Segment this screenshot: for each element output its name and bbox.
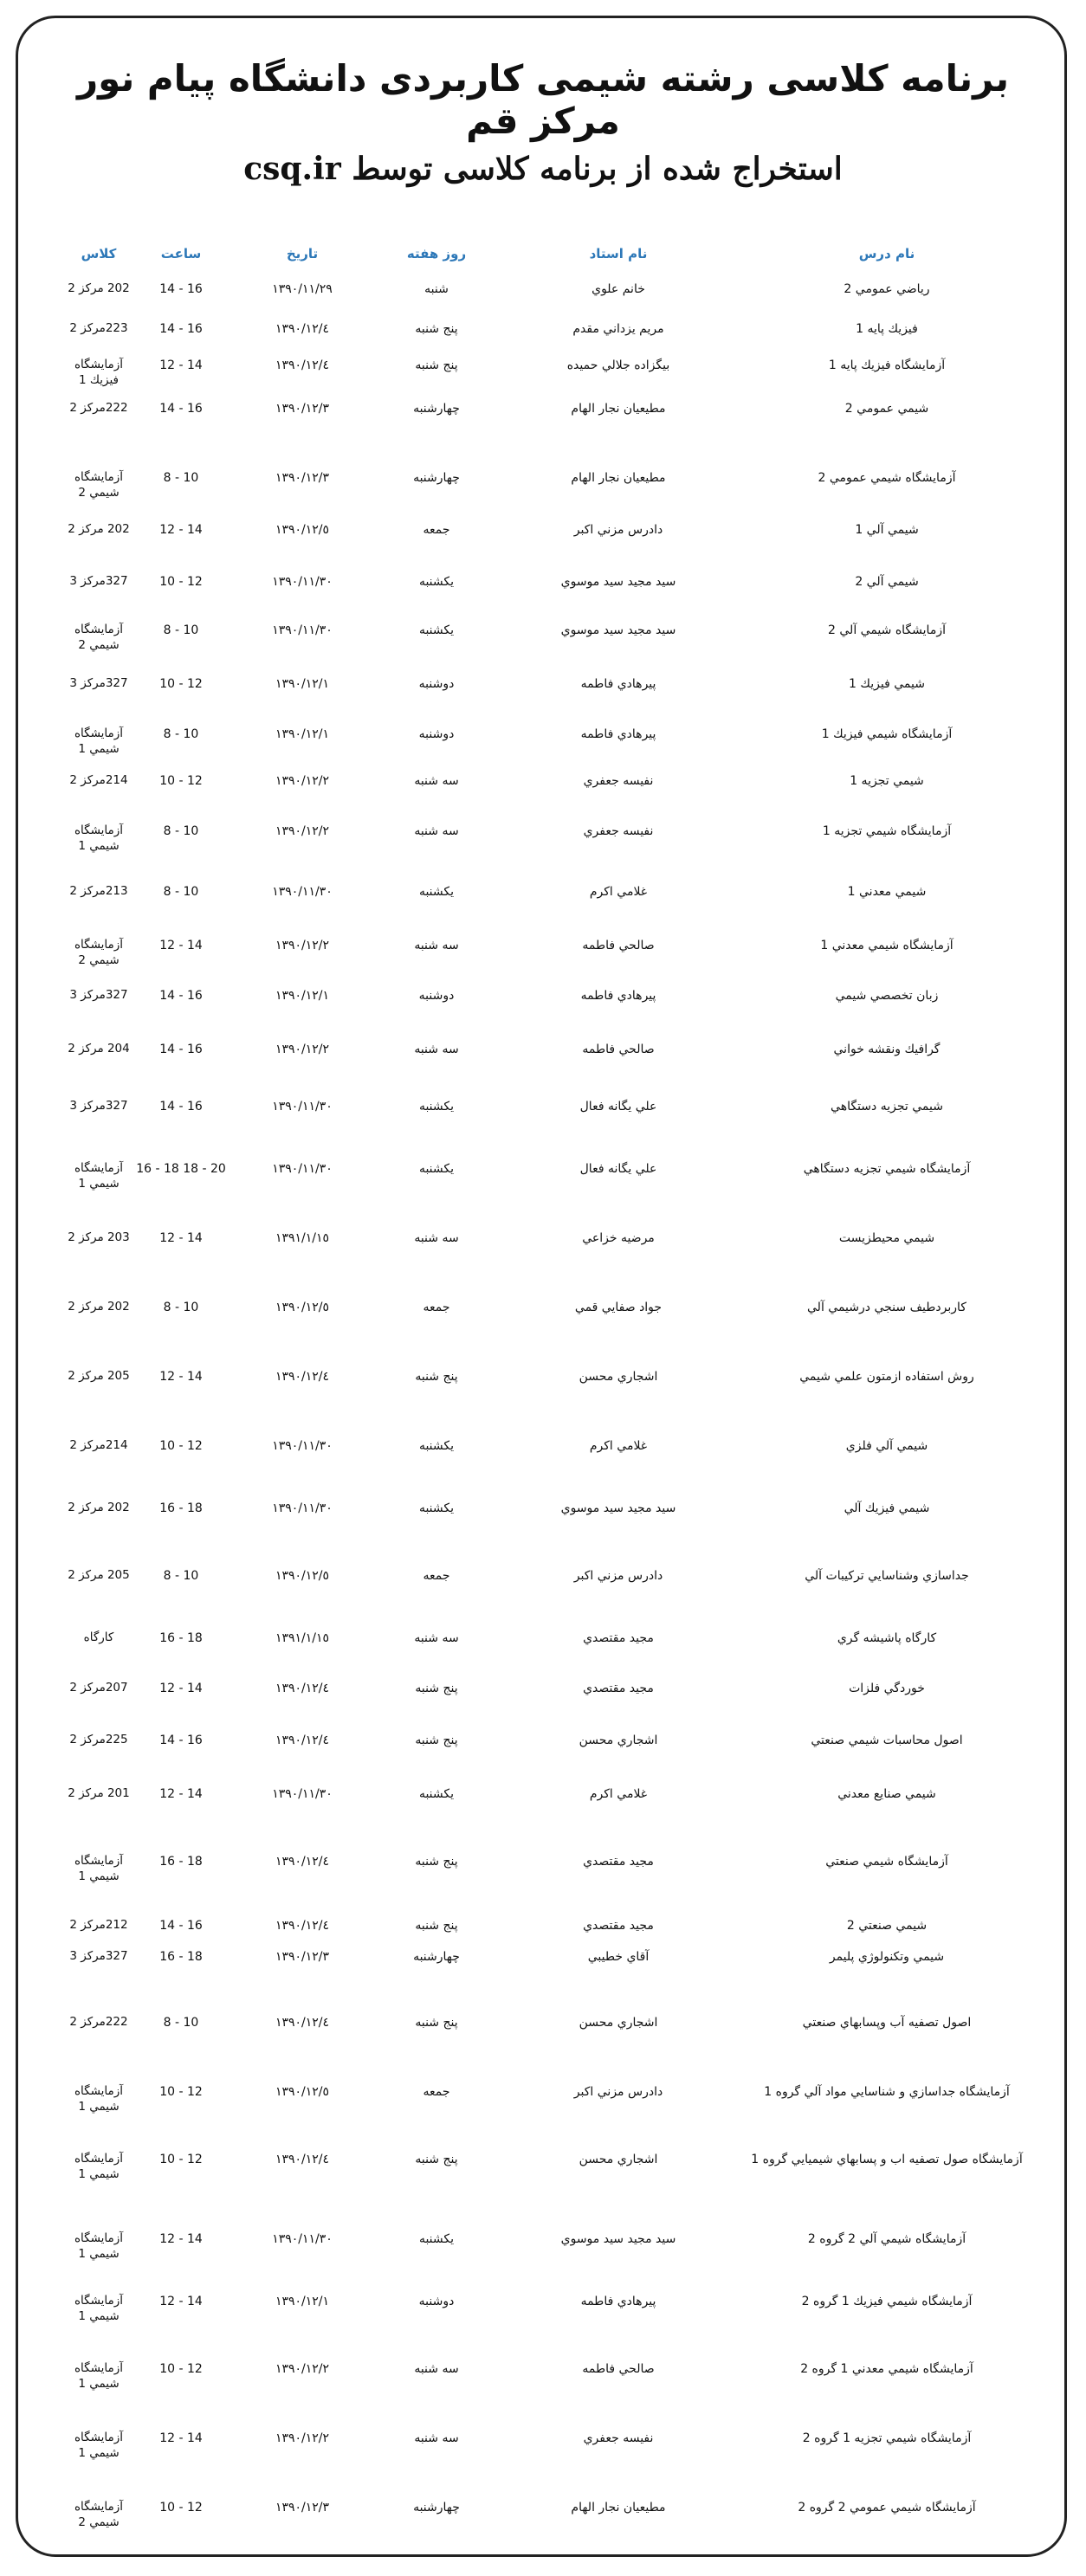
cell-time: 14 - 16 xyxy=(159,989,203,1003)
cell-date: ١٣٩٠/١٢/٥ xyxy=(275,523,330,537)
cell-time: 8 - 10 xyxy=(163,1569,199,1583)
cell-teacher: اشجاري محسن xyxy=(579,1370,658,1384)
cell-time: 12 - 14 xyxy=(159,2295,203,2308)
cell-date: ١٣٩٠/١٢/٢ xyxy=(275,2431,330,2445)
cell-day: چهارشنبه xyxy=(413,402,460,416)
cell-teacher: اشجاري محسن xyxy=(579,1733,658,1747)
cell-teacher: نفيسه جعفري xyxy=(583,2431,654,2445)
cell-date: ١٣٩٠/١٢/٤ xyxy=(275,1855,330,1869)
cell-date: ١٣٩٠/١١/٣٠ xyxy=(272,1100,333,1114)
cell-day: پنج شنبه xyxy=(415,1919,458,1933)
cell-teacher: مرضيه خزاعي xyxy=(582,1231,655,1245)
cell-teacher: نفيسه جعفري xyxy=(583,774,654,788)
page-border xyxy=(16,16,1067,2557)
cell-class: آزمايشگاه شيمي 1 xyxy=(74,2431,124,2460)
cell-time: 12 - 14 xyxy=(159,1682,203,1695)
cell-day: سه شنبه xyxy=(414,824,459,838)
cell-class: 223مركز 2 xyxy=(69,321,128,335)
cell-date: ١٣٩٠/١١/٣٠ xyxy=(272,1787,333,1801)
cell-course: اصول تصفيه آب وپسابهاي صنعتي xyxy=(802,2016,972,2030)
cell-time: 14 - 16 xyxy=(159,1043,203,1056)
cell-class: 204 مركز 2 xyxy=(68,1042,130,1056)
cell-course: آزمايشگاه شيمي عمومي 2 گروه 2 xyxy=(798,2501,976,2515)
cell-time: 10 - 12 xyxy=(159,2362,203,2376)
cell-day: يكشنبه xyxy=(418,1100,455,1114)
cell-course: شيمي عمومي 2 xyxy=(844,402,929,416)
cell-teacher: سيد مجيد سيد موسوي xyxy=(560,1501,676,1515)
cell-time: 14 - 16 xyxy=(159,1919,203,1933)
cell-teacher: سيد مجيد سيد موسوي xyxy=(560,575,676,589)
cell-teacher: صالحي فاطمه xyxy=(582,1043,655,1056)
cell-time: 14 - 16 xyxy=(159,1100,203,1114)
cell-day: چهارشنبه xyxy=(413,2501,460,2515)
cell-course: آزمايشگاه شيمي آلي 2 گروه 2 xyxy=(807,2232,966,2246)
cell-date: ١٣٩٠/١١/٣٠ xyxy=(272,885,333,899)
cell-course: شيمي معدني 1 xyxy=(847,885,927,899)
cell-class: 327مركز 3 xyxy=(69,1099,128,1113)
cell-class: آزمايشگاه شيمي 2 xyxy=(74,938,124,967)
cell-time: 12 - 14 xyxy=(159,2232,203,2246)
cell-date: ١٣٩٠/١٢/٣ xyxy=(275,1950,330,1964)
cell-teacher: مجيد مقتصدي xyxy=(583,1855,654,1869)
cell-date: ١٣٩٠/١٢/٣ xyxy=(275,402,330,416)
cell-teacher: غلامي اكرم xyxy=(589,1787,648,1801)
cell-course: زبان تخصصي شيمي xyxy=(835,989,939,1003)
cell-teacher: غلامي اكرم xyxy=(589,885,648,899)
cell-time: 12 - 14 xyxy=(159,1231,203,1245)
cell-time: 14 - 16 xyxy=(159,282,203,296)
cell-date: ١٣٩٠/١١/٣٠ xyxy=(272,2232,333,2246)
cell-date: ١٣٩٠/١٢/٤ xyxy=(275,358,330,372)
cell-teacher: دادرس مزني اكبر xyxy=(573,1569,663,1583)
cell-day: سه شنبه xyxy=(414,939,459,952)
cell-course: خوردگي فلزات xyxy=(849,1682,925,1695)
cell-teacher: سيد مجيد سيد موسوي xyxy=(560,2232,676,2246)
cell-date: ١٣٩٠/١٢/١ xyxy=(275,989,330,1003)
cell-teacher: اشجاري محسن xyxy=(579,2153,658,2166)
cell-course: گرافيك ونقشه خواني xyxy=(833,1043,941,1056)
cell-teacher: سيد مجيد سيد موسوي xyxy=(560,623,676,637)
cell-time: 16 - 18 18 - 20 xyxy=(136,1162,226,1176)
cell-course: رياضي عمومي 2 xyxy=(844,282,930,296)
cell-date: ١٣٩٠/١١/٣٠ xyxy=(272,1501,333,1515)
cell-date: ١٣٩٠/١٢/٤ xyxy=(275,1370,330,1384)
cell-course: شيمي تجزيه دستگاهي xyxy=(831,1100,943,1114)
cell-day: يكشنبه xyxy=(418,885,455,899)
cell-time: 8 - 10 xyxy=(163,471,199,485)
cell-date: ١٣٩٠/١٢/٤ xyxy=(275,1733,330,1747)
cell-date: ١٣٩٠/١٢/١ xyxy=(275,677,330,691)
cell-class: آزمايشگاه شيمي 1 xyxy=(74,1854,124,1883)
cell-time: 16 - 18 xyxy=(159,1501,203,1515)
cell-time: 12 - 14 xyxy=(159,939,203,952)
cell-class: 202 مركز 2 xyxy=(68,1300,130,1314)
cell-course: شيمي تجزيه 1 xyxy=(850,774,924,788)
cell-time: 10 - 12 xyxy=(159,2153,203,2166)
cell-day: يكشنبه xyxy=(418,1439,455,1453)
cell-day: جمعه xyxy=(423,2085,450,2099)
cell-day: دوشنبه xyxy=(418,677,455,691)
cell-class: آزمايشگاه شيمي 2 xyxy=(74,2500,124,2529)
cell-course: شيمي صنعتي 2 xyxy=(846,1919,928,1933)
cell-time: 12 - 14 xyxy=(159,523,203,537)
header-class: کلاس xyxy=(81,246,117,261)
cell-course: آزمايشگاه جداسازي و شناسايي مواد آلي گروه 1 xyxy=(764,2085,1010,2099)
cell-teacher: صالحي فاطمه xyxy=(582,2362,655,2376)
cell-day: چهارشنبه xyxy=(413,471,460,485)
cell-class: آزمايشگاه شيمي 1 xyxy=(74,1161,124,1191)
cell-day: سه شنبه xyxy=(414,1043,459,1056)
cell-class: 327مركز 3 xyxy=(69,988,128,1002)
cell-course: شيمي صنايع معدني xyxy=(837,1787,936,1801)
cell-class: كارگاه xyxy=(83,1630,114,1644)
cell-class: 205 مركز 2 xyxy=(68,1568,130,1582)
cell-day: پنج شنبه xyxy=(415,1370,458,1384)
cell-teacher: علي يگانه فعال xyxy=(579,1100,657,1114)
cell-time: 16 - 18 xyxy=(159,1631,203,1645)
cell-day: پنج شنبه xyxy=(415,2016,458,2030)
cell-course: شيمي آلي فلزي xyxy=(845,1439,928,1453)
table-header xyxy=(0,246,1086,267)
cell-course: آزمايشگاه شيمي صنعتي xyxy=(825,1855,948,1869)
cell-teacher: مطيعيان نجار الهام xyxy=(571,402,666,416)
cell-day: يكشنبه xyxy=(418,575,455,589)
cell-time: 10 - 12 xyxy=(159,2501,203,2515)
cell-class: 225مركز 2 xyxy=(69,1733,128,1746)
cell-course: روش استفاده ازمتون علمي شيمي xyxy=(799,1370,974,1384)
cell-class: 214مركز 2 xyxy=(69,773,128,787)
cell-day: يكشنبه xyxy=(418,2232,455,2246)
cell-course: آزمايشگاه فيزيك پايه 1 xyxy=(828,358,946,372)
cell-day: پنج شنبه xyxy=(415,358,458,372)
cell-class: 213مركز 2 xyxy=(69,884,128,898)
cell-date: ١٣٩٠/١٢/٥ xyxy=(275,1301,330,1314)
cell-date: ١٣٩١/١/١٥ xyxy=(275,1231,330,1245)
cell-teacher: مريم يزداني مقدم xyxy=(572,322,664,336)
cell-class: 207مركز 2 xyxy=(69,1681,128,1695)
cell-day: دوشنبه xyxy=(418,2295,455,2308)
cell-teacher: پيرهادي فاطمه xyxy=(580,677,656,691)
header-course: نام درس xyxy=(858,246,915,261)
cell-date: ١٣٩٠/١٢/٢ xyxy=(275,2362,330,2376)
cell-date: ١٣٩٠/١١/٣٠ xyxy=(272,623,333,637)
cell-date: ١٣٩٠/١٢/٤ xyxy=(275,2016,330,2030)
cell-time: 14 - 16 xyxy=(159,402,203,416)
cell-date: ١٣٩٠/١١/٣٠ xyxy=(272,1162,333,1176)
cell-day: سه شنبه xyxy=(414,774,459,788)
cell-course: آزمايشگاه شيمي عمومي 2 xyxy=(818,471,956,485)
cell-day: پنج شنبه xyxy=(415,1855,458,1869)
cell-time: 12 - 14 xyxy=(159,2431,203,2445)
page-subtitle: استخراج شده از برنامه کلاسی توسط csq.ir xyxy=(243,151,843,187)
cell-course: آزمايشگاه شيمي تجزيه 1 گروه 2 xyxy=(802,2431,972,2445)
cell-class: آزمايشگاه فيزيك 1 xyxy=(74,358,124,387)
cell-class: 222مركز 2 xyxy=(69,401,128,415)
cell-date: ١٣٩٠/١٢/٥ xyxy=(275,2085,330,2099)
cell-date: ١٣٩٠/١٢/٢ xyxy=(275,939,330,952)
cell-time: 12 - 14 xyxy=(159,358,203,372)
cell-day: پنج شنبه xyxy=(415,2153,458,2166)
cell-course: كارگاه پاشيشه گري xyxy=(837,1631,937,1645)
cell-day: يكشنبه xyxy=(418,1787,455,1801)
cell-day: شنبه xyxy=(424,282,449,296)
page-title: برنامه کلاسی رشته شیمی کاربردی دانشگاه پیام نور مرکز قم xyxy=(76,57,1010,142)
cell-teacher: پيرهادي فاطمه xyxy=(580,2295,656,2308)
cell-teacher: مطيعيان نجار الهام xyxy=(571,471,666,485)
cell-class: 205 مركز 2 xyxy=(68,1369,130,1383)
header-date: تاريخ xyxy=(286,246,319,261)
cell-class: 202 مركز 2 xyxy=(68,1501,130,1514)
cell-time: 10 - 12 xyxy=(159,1439,203,1453)
cell-course: آزمايشگاه صول تصفيه اب و پسابهاي شيميايي گروه 1 xyxy=(751,2153,1023,2166)
cell-date: ١٣٩٠/١٢/٣ xyxy=(275,471,330,485)
cell-date: ١٣٩٠/١١/٢٩ xyxy=(272,282,333,296)
cell-time: 8 - 10 xyxy=(163,623,199,637)
cell-course: آزمايشگاه شيمي فيزيك 1 گروه 2 xyxy=(801,2295,973,2308)
cell-date: ١٣٩٠/١٢/٤ xyxy=(275,322,330,336)
cell-course: اصول محاسبات شيمي صنعتي xyxy=(811,1733,963,1747)
cell-day: دوشنبه xyxy=(418,989,455,1003)
cell-time: 14 - 16 xyxy=(159,322,203,336)
cell-class: آزمايشگاه شيمي 1 xyxy=(74,726,124,756)
cell-class: 327مركز 3 xyxy=(69,574,128,588)
cell-time: 8 - 10 xyxy=(163,2016,199,2030)
cell-class: 202 مركز 2 xyxy=(68,522,130,536)
cell-course: شيمي فيزيك 1 xyxy=(849,677,925,691)
cell-teacher: جواد صفايي قمي xyxy=(574,1301,663,1314)
header-teacher: نام استاد xyxy=(589,246,648,261)
cell-time: 8 - 10 xyxy=(163,1301,199,1314)
cell-day: چهارشنبه xyxy=(413,1950,460,1964)
cell-time: 16 - 18 xyxy=(159,1950,203,1964)
cell-time: 10 - 12 xyxy=(159,2085,203,2099)
cell-teacher: دادرس مزني اكبر xyxy=(573,2085,663,2099)
cell-date: ١٣٩٠/١٢/٢ xyxy=(275,824,330,838)
cell-course: شيمي آلي 2 xyxy=(855,575,919,589)
cell-course: آزمايشگاه شيمي معدني 1 گروه 2 xyxy=(800,2362,973,2376)
cell-teacher: دادرس مزني اكبر xyxy=(573,523,663,537)
cell-class: 214مركز 2 xyxy=(69,1438,128,1452)
cell-class: آزمايشگاه شيمي 1 xyxy=(74,2231,124,2261)
cell-time: 10 - 12 xyxy=(159,774,203,788)
cell-course: شيمي وتكنولوژي پليمر xyxy=(829,1950,945,1964)
cell-class: آزمايشگاه شيمي 1 xyxy=(74,2294,124,2323)
cell-class: آزمايشگاه شيمي 2 xyxy=(74,623,124,652)
header-day: روز هفته xyxy=(406,246,467,261)
cell-time: 14 - 16 xyxy=(159,1733,203,1747)
cell-date: ١٣٩٠/١٢/٥ xyxy=(275,1569,330,1583)
cell-teacher: غلامي اكرم xyxy=(589,1439,648,1453)
cell-teacher: خانم علوي xyxy=(591,282,645,296)
cell-day: سه شنبه xyxy=(414,2362,459,2376)
cell-class: آزمايشگاه شيمي 1 xyxy=(74,2152,124,2181)
cell-teacher: پيرهادي فاطمه xyxy=(580,989,656,1003)
cell-day: جمعه xyxy=(423,1301,450,1314)
cell-course: فيزيك پايه 1 xyxy=(856,322,918,336)
cell-day: دوشنبه xyxy=(418,727,455,741)
cell-date: ١٣٩٠/١٢/١ xyxy=(275,2295,330,2308)
cell-class: آزمايشگاه شيمي 1 xyxy=(74,2084,124,2114)
cell-course: شيمي محيطزيست xyxy=(838,1231,935,1245)
cell-date: ١٣٩٠/١٢/٢ xyxy=(275,774,330,788)
cell-day: پنج شنبه xyxy=(415,1733,458,1747)
cell-class: آزمايشگاه شيمي 1 xyxy=(74,823,124,853)
cell-date: ١٣٩١/١/١٥ xyxy=(275,1631,330,1645)
cell-day: پنج شنبه xyxy=(415,1682,458,1695)
cell-class: آزمايشگاه شيمي 2 xyxy=(74,470,124,500)
cell-course: آزمايشگاه شيمي تجزيه دستگاهي xyxy=(803,1162,971,1176)
cell-day: جمعه xyxy=(423,523,450,537)
cell-time: 12 - 14 xyxy=(159,1370,203,1384)
cell-course: جداسازي وشناسايي تركيبات آلي xyxy=(805,1569,969,1583)
cell-course: شيمي فيزيك آلي xyxy=(844,1501,930,1515)
cell-teacher: صالحي فاطمه xyxy=(582,939,655,952)
cell-date: ١٣٩٠/١٢/٤ xyxy=(275,1919,330,1933)
cell-day: سه شنبه xyxy=(414,2431,459,2445)
cell-course: شيمي آلي 1 xyxy=(855,523,919,537)
cell-time: 8 - 10 xyxy=(163,727,199,741)
cell-time: 16 - 18 xyxy=(159,1855,203,1869)
cell-course: آزمايشگاه شيمي آلي 2 xyxy=(828,623,946,637)
cell-teacher: مطيعيان نجار الهام xyxy=(571,2501,666,2515)
cell-date: ١٣٩٠/١٢/٣ xyxy=(275,2501,330,2515)
cell-time: 8 - 10 xyxy=(163,885,199,899)
cell-date: ١٣٩٠/١٢/٢ xyxy=(275,1043,330,1056)
cell-class: آزمايشگاه شيمي 1 xyxy=(74,2361,124,2391)
cell-date: ١٣٩٠/١١/٣٠ xyxy=(272,1439,333,1453)
cell-teacher: پيرهادي فاطمه xyxy=(580,727,656,741)
cell-class: 327مركز 3 xyxy=(69,1949,128,1963)
cell-day: يكشنبه xyxy=(418,623,455,637)
cell-time: 8 - 10 xyxy=(163,824,199,838)
cell-teacher: مجيد مقتصدي xyxy=(583,1631,654,1645)
cell-time: 10 - 12 xyxy=(159,677,203,691)
cell-teacher: علي يگانه فعال xyxy=(579,1162,657,1176)
cell-class: 327مركز 3 xyxy=(69,676,128,690)
cell-teacher: مجيد مقتصدي xyxy=(583,1919,654,1933)
cell-class: 203 مركز 2 xyxy=(68,1230,130,1244)
cell-teacher: اشجاري محسن xyxy=(579,2016,658,2030)
cell-class: 222مركز 2 xyxy=(69,2015,128,2029)
cell-teacher: نفيسه جعفري xyxy=(583,824,654,838)
cell-time: 12 - 14 xyxy=(159,1787,203,1801)
cell-date: ١٣٩٠/١١/٣٠ xyxy=(272,575,333,589)
cell-course: كاربردطيف سنجي درشيمي آلي xyxy=(807,1301,966,1314)
cell-day: يكشنبه xyxy=(418,1162,455,1176)
cell-teacher: مجيد مقتصدي xyxy=(583,1682,654,1695)
cell-class: 202 مركز 2 xyxy=(68,281,130,295)
cell-teacher: آقاي خطيبي xyxy=(587,1950,650,1964)
cell-time: 10 - 12 xyxy=(159,575,203,589)
cell-date: ١٣٩٠/١٢/١ xyxy=(275,727,330,741)
cell-course: آزمايشگاه شيمي معدني 1 xyxy=(820,939,953,952)
cell-teacher: بيگزاده جلالي حميده xyxy=(566,358,670,372)
cell-day: يكشنبه xyxy=(418,1501,455,1515)
cell-day: پنج شنبه xyxy=(415,322,458,336)
cell-date: ١٣٩٠/١٢/٤ xyxy=(275,2153,330,2166)
cell-day: سه شنبه xyxy=(414,1231,459,1245)
cell-class: 212مركز 2 xyxy=(69,1918,128,1932)
cell-date: ١٣٩٠/١٢/٤ xyxy=(275,1682,330,1695)
cell-course: آزمايشگاه شيمي فيزيك 1 xyxy=(821,727,953,741)
cell-course: آزمايشگاه شيمي تجزيه 1 xyxy=(822,824,952,838)
header-time: ساعت xyxy=(160,246,202,261)
cell-class: 201 مركز 2 xyxy=(68,1786,130,1800)
cell-day: جمعه xyxy=(423,1569,450,1583)
cell-day: سه شنبه xyxy=(414,1631,459,1645)
